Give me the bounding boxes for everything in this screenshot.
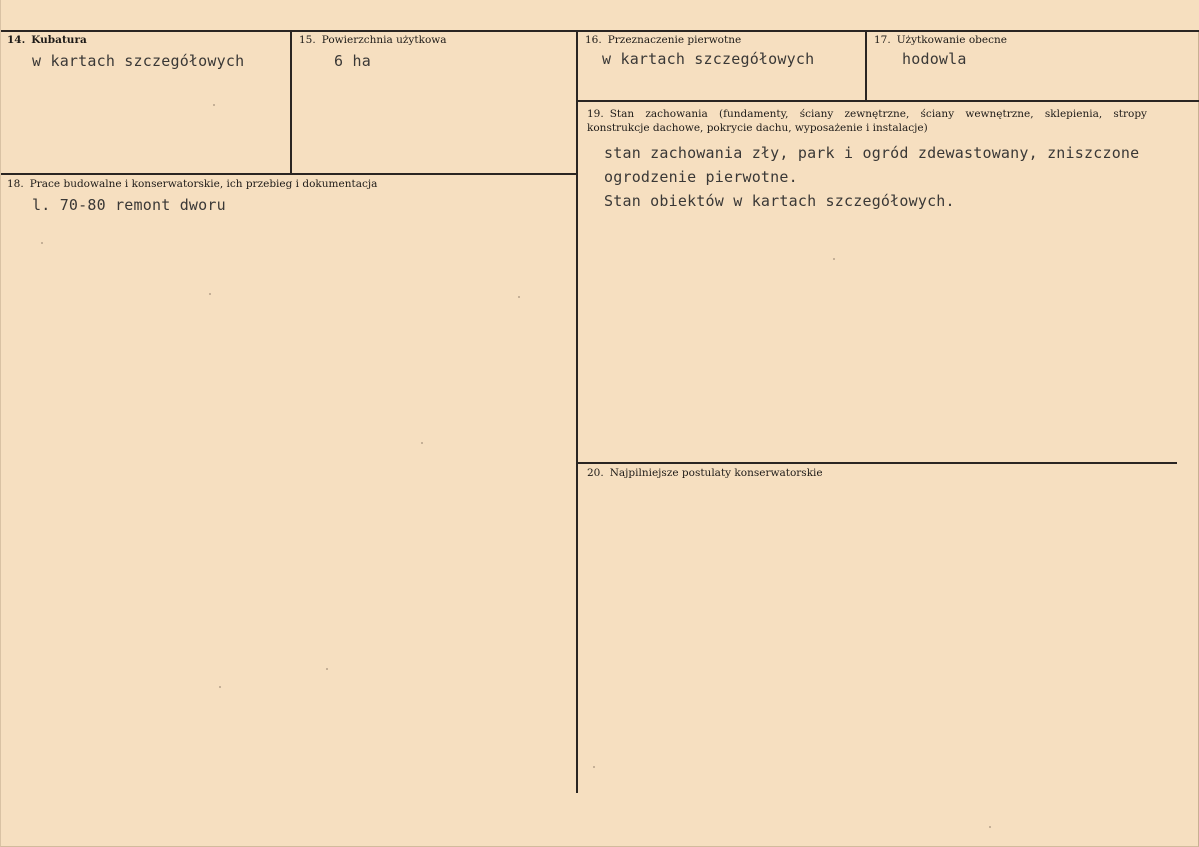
field-16-number: 16. bbox=[585, 34, 602, 46]
paper-speck bbox=[989, 826, 991, 828]
divider-left-mid bbox=[1, 173, 577, 175]
paper-speck bbox=[41, 242, 43, 244]
field-14-label bbox=[7, 33, 87, 47]
paper-speck bbox=[209, 293, 211, 295]
field-20-title: Najpilniejsze postulaty konserwatorskie bbox=[609, 467, 823, 479]
field-19-title: Stan zachowania (fundamenty, ściany zewnętrzne, ściany wewnętrzne, sklepienia, stropy konstrukcje dachowe, pokrycie dachu, wyposażenie i instalacje) bbox=[587, 108, 1147, 134]
field-15-label bbox=[299, 33, 447, 47]
field-16-label bbox=[585, 33, 741, 47]
divider-14-15 bbox=[290, 30, 292, 174]
field-18-number: 18. bbox=[7, 178, 24, 190]
divider-19-20 bbox=[578, 462, 1177, 464]
field-16-title: Przeznaczenie pierwotne bbox=[607, 34, 742, 46]
field-18-label bbox=[7, 177, 377, 191]
field-20-number: 20. bbox=[587, 467, 604, 479]
paper-speck bbox=[833, 258, 835, 260]
field-19-value-line-2: ogrodzenie pierwotne. bbox=[604, 168, 798, 186]
field-15-value: 6 ha bbox=[334, 52, 371, 70]
field-18-value: l. 70-80 remont dworu bbox=[32, 196, 226, 214]
paper-speck bbox=[219, 686, 221, 688]
divider-left-right bbox=[576, 30, 578, 793]
paper-speck bbox=[326, 668, 328, 670]
field-19-label bbox=[587, 107, 1147, 135]
field-14-title: Kubatura bbox=[31, 34, 87, 46]
field-17-label bbox=[874, 33, 1007, 47]
field-14-value: w kartach szczegółowych bbox=[32, 52, 245, 70]
field-15-number: 15. bbox=[299, 34, 316, 46]
field-16-value: w kartach szczegółowych bbox=[602, 50, 815, 68]
field-17-title: Użytkowanie obecne bbox=[896, 34, 1007, 46]
paper-speck bbox=[593, 766, 595, 768]
divider-top-right bbox=[578, 100, 1199, 102]
divider-16-17 bbox=[865, 30, 867, 101]
field-19-value-line-3: Stan obiektów w kartach szczegółowych. bbox=[604, 192, 955, 210]
field-19-number: 19. bbox=[587, 108, 604, 120]
field-18-title: Prace budowalne i konserwatorskie, ich przebieg i dokumentacja bbox=[29, 178, 378, 190]
field-17-number: 17. bbox=[874, 34, 891, 46]
card-top-edge bbox=[1, 0, 1199, 30]
divider-top bbox=[1, 30, 1199, 32]
paper-speck bbox=[518, 296, 520, 298]
field-20-label bbox=[587, 466, 823, 480]
field-15-title: Powierzchnia użytkowa bbox=[321, 34, 447, 46]
field-14-number: 14. bbox=[7, 34, 26, 46]
field-19-value-line-1: stan zachowania zły, park i ogród zdewastowany, zniszczone bbox=[604, 144, 1140, 162]
paper-speck bbox=[213, 104, 215, 106]
field-17-value: hodowla bbox=[902, 50, 967, 68]
paper-speck bbox=[421, 442, 423, 444]
